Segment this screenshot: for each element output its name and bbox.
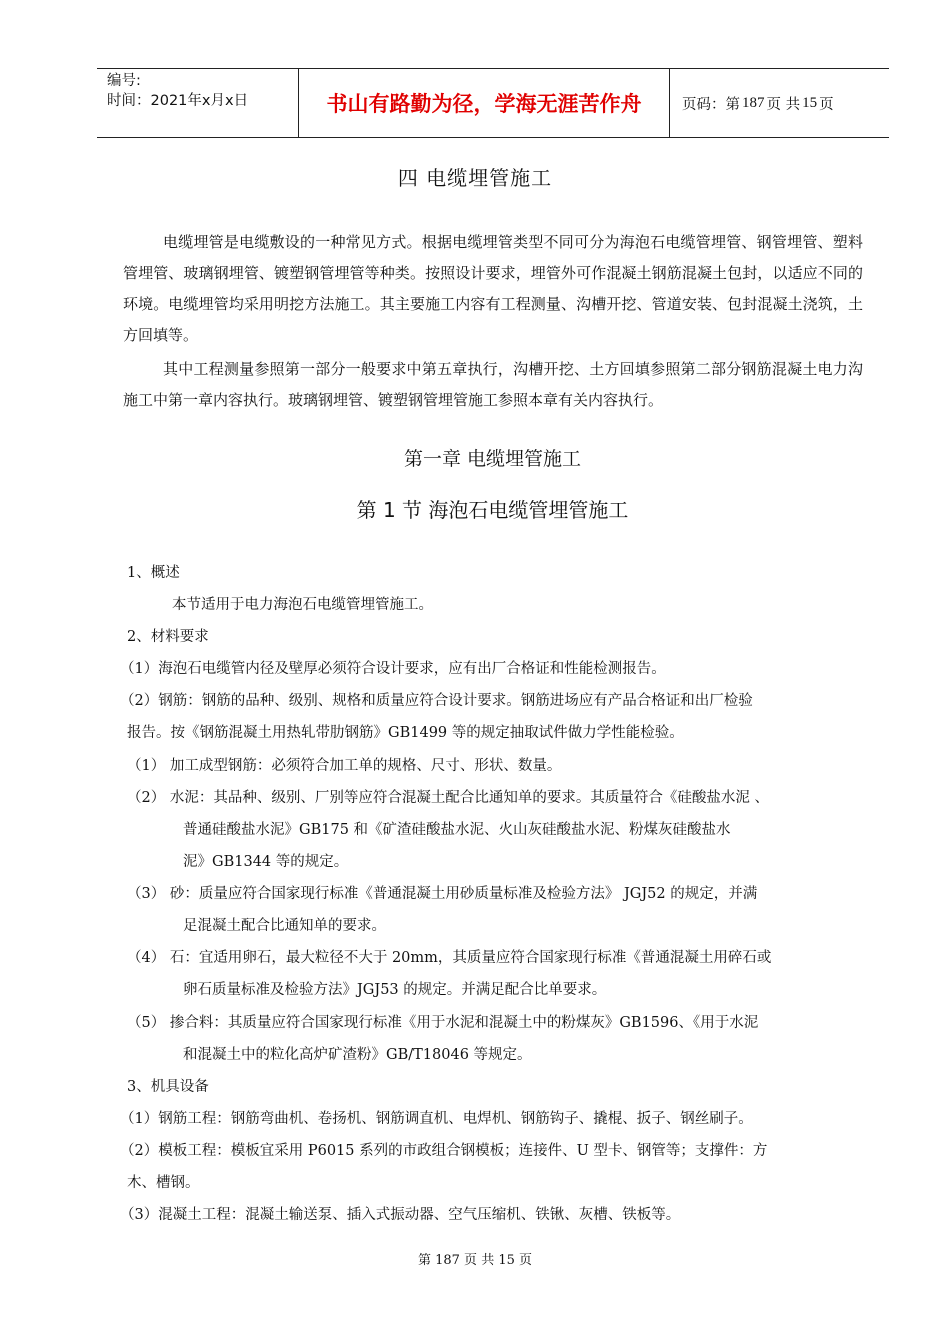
header-page-info <box>670 69 889 137</box>
header-info <box>97 69 299 137</box>
body-line: 报告。按《钢筋混凝土用热轧带肋钢筋》GB1499 等的规定抽取试件做力学性能检验。 <box>127 725 684 741</box>
page-total: 15 <box>802 94 818 111</box>
body-line: （1）钢筋工程：钢筋弯曲机、卷扬机、钢筋调直机、电焊机、钢筋钩子、撬棍、扳子、钢丝刷子。 <box>120 1111 753 1127</box>
body-line: （2） 水泥：其品种、级别、厂别等应符合混凝土配合比通知单的要求。其质量符合《硅酸盐水泥 、 <box>127 790 769 806</box>
body-line: 和混凝土中的粒化高炉矿渣粉》GB/T18046 等规定。 <box>183 1047 532 1063</box>
part-title: 四 电缆埋管施工 <box>397 166 553 190</box>
page-footer: 第 187 页 共 15 页 <box>417 1253 533 1268</box>
code-label: 编号: <box>107 73 141 89</box>
header-motto: 书山有路勤为径，学海无涯苦作舟 <box>299 69 670 137</box>
page-mid: 页 共 <box>766 96 801 113</box>
section-title: 第 1 节 海泡石电缆管埋管施工 <box>356 498 629 522</box>
page-end: 页 <box>819 96 834 113</box>
page-number: 187 <box>742 94 765 111</box>
intro-paragraph-2: 其中工程测量参照第一部分一般要求中第五章执行，沟槽开挖、土方回填参照第二部分钢筋混凝土电力沟施工中第一章内容执行。玻璃钢埋管、镀塑钢管埋管施工参照本章有关内容执行。 <box>123 360 863 409</box>
page-label: 页码：第 <box>682 96 740 113</box>
intro-paragraph-1: 电缆埋管是电缆敷设的一种常见方式。根据电缆埋管类型不同可分为海泡石电缆管埋管、钢管埋管、塑料管埋管、玻璃钢埋管、镀塑钢管埋管等种类。按照设计要求，埋管外可作混凝土钢筋混凝土包封，以适应不同的环境。电缆埋管均采用明挖方法施工。其主要施工内容有工程测量、沟槽开挖、管道安装、包封混凝土浇筑，土方回填等。 <box>123 233 863 344</box>
body-line: 木、槽钢。 <box>127 1175 200 1191</box>
body-line: 泥》GB1344 等的规定。 <box>183 854 349 870</box>
body-line: 普通硅酸盐水泥》GB175 和《矿渣硅酸盐水泥、火山灰硅酸盐水泥、粉煤灰硅酸盐水 <box>183 822 731 838</box>
body-line: 足混凝土配合比通知单的要求。 <box>183 918 386 934</box>
body-line: （2）模板工程：模板宜采用 P6015 系列的市政组合钢模板；连接件、U 型卡、钢管等；支撑件：方 <box>120 1143 768 1159</box>
body-line: （1） 加工成型钢筋：必须符合加工单的规格、尺寸、形状、数量。 <box>127 758 562 774</box>
body-line: （3） 砂：质量应符合国家现行标准《普通混凝土用砂质量标准及检验方法》 JGJ52 的规定，并满 <box>127 886 758 902</box>
chapter-title: 第一章 电缆埋管施工 <box>403 448 582 470</box>
heading-materials: 2、材料要求 <box>127 629 209 645</box>
body-line: （1）海泡石电缆管内径及壁厚必须符合设计要求，应有出厂合格证和性能检测报告。 <box>120 661 666 677</box>
time-label: 时间：2021年x月x日 <box>107 93 249 109</box>
body-line: （3）混凝土工程：混凝土输送泵、插入式振动器、空气压缩机、铁锹、灰槽、铁板等。 <box>120 1207 681 1223</box>
body-line: （4） 石：宜适用卵石，最大粒径不大于 20mm，其质量应符合国家现行标准《普通混凝土用碎石或 <box>127 950 772 966</box>
page-header <box>97 68 889 138</box>
heading-overview: 1、概述 <box>127 565 180 581</box>
heading-equipment: 3、机具设备 <box>127 1079 209 1095</box>
body-line: 卵石质量标准及检验方法》JGJ53 的规定。并满足配合比单要求。 <box>183 982 607 998</box>
body-line: （5） 掺合料：其质量应符合国家现行标准《用于水泥和混凝土中的粉煤灰》GB1596、《用于水泥 <box>127 1015 759 1031</box>
body-line: （2）钢筋：钢筋的品种、级别、规格和质量应符合设计要求。钢筋进场应有产品合格证和出厂检验 <box>120 693 753 709</box>
body-line: 本节适用于电力海泡石电缆管埋管施工。 <box>172 597 433 613</box>
